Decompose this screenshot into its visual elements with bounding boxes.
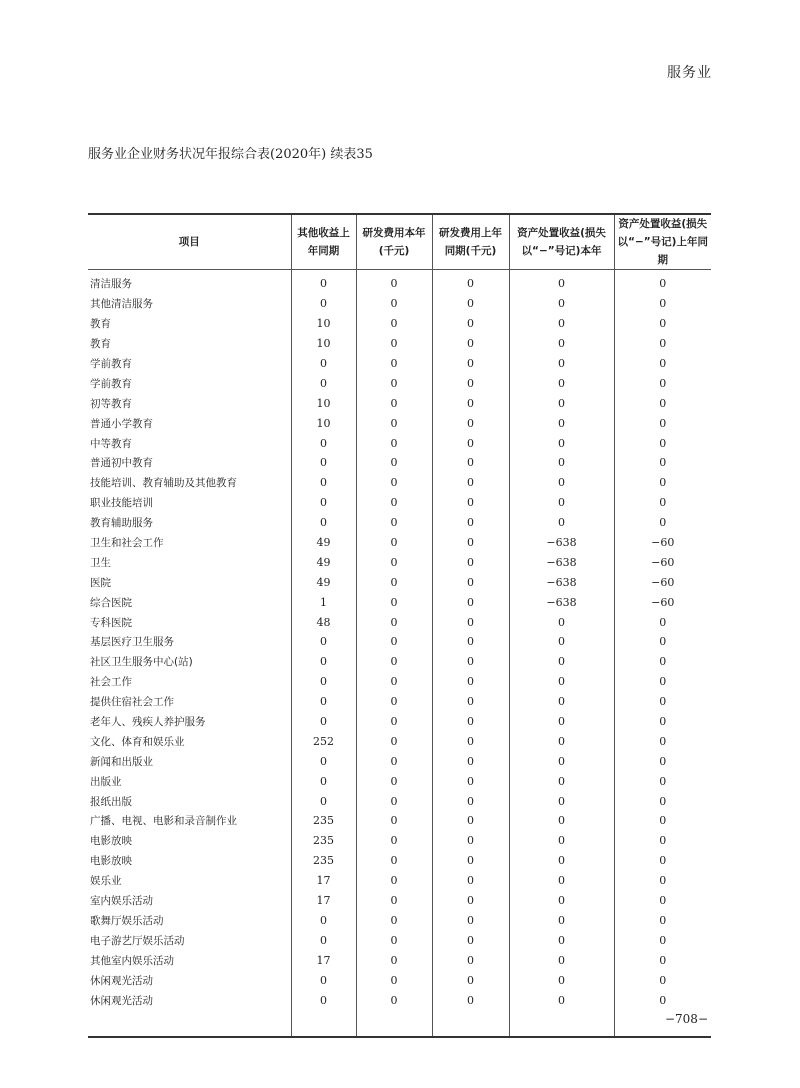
- cell-value: 0: [509, 632, 614, 652]
- column-header-other-income-prev: 其他收益上年同期: [291, 214, 356, 270]
- table-row: [88, 533, 711, 553]
- cell-value: 0: [614, 334, 711, 354]
- cell-value: 17: [291, 950, 356, 970]
- cell-value: 10: [291, 334, 356, 354]
- cell-value: 0: [356, 373, 432, 393]
- cell-value: 0: [432, 354, 509, 374]
- cell-value: 0: [614, 612, 711, 632]
- row-label: 新闻和出版业: [90, 755, 153, 768]
- cell-value: 0: [614, 632, 711, 652]
- column-header-rd-current: 研发费用本年(千元): [356, 214, 432, 270]
- row-label: 出版业: [90, 775, 122, 788]
- table-row: [88, 990, 711, 1010]
- table-row: [88, 453, 711, 473]
- cell-value: 0: [291, 513, 356, 533]
- cell-value: 0: [356, 592, 432, 612]
- cell-value: 0: [291, 990, 356, 1010]
- table-row: [88, 473, 711, 493]
- cell-value: 0: [291, 712, 356, 732]
- cell-value: 0: [614, 433, 711, 453]
- cell-value: 0: [356, 891, 432, 911]
- cell-value: 0: [509, 771, 614, 791]
- cell-value: 0: [432, 891, 509, 911]
- empty-cell: [291, 1010, 356, 1037]
- row-label: 普通小学教育: [90, 417, 153, 430]
- table-row: [88, 891, 711, 911]
- cell-value: 0: [356, 692, 432, 712]
- column-header-asset-disposal-current: 资产处置收益(损失以“−”号记)本年: [509, 214, 614, 270]
- table-row: [88, 354, 711, 374]
- cell-value: 0: [614, 294, 711, 314]
- cell-value: 0: [356, 612, 432, 632]
- cell-value: 0: [509, 990, 614, 1010]
- cell-value: 0: [614, 811, 711, 831]
- cell-value: 0: [614, 791, 711, 811]
- cell-value: 0: [509, 791, 614, 811]
- cell-value: 0: [509, 751, 614, 771]
- cell-value: 10: [291, 393, 356, 413]
- cell-value: 0: [291, 493, 356, 513]
- cell-value: 0: [614, 453, 711, 473]
- cell-value: 0: [356, 672, 432, 692]
- table-row: [88, 712, 711, 732]
- cell-value: 0: [291, 270, 356, 294]
- cell-value: 0: [614, 712, 711, 732]
- cell-value: 0: [614, 950, 711, 970]
- row-label: 报纸出版: [90, 795, 132, 808]
- cell-value: 10: [291, 314, 356, 334]
- cell-value: 0: [614, 970, 711, 990]
- table-row: [88, 572, 711, 592]
- cell-value: 0: [356, 473, 432, 493]
- table-row: [88, 433, 711, 453]
- table-row: [88, 811, 711, 831]
- cell-value: 0: [291, 672, 356, 692]
- cell-value: 0: [356, 771, 432, 791]
- table-title: 服务业企业财务状况年报综合表(2020年) 续表35: [88, 147, 373, 162]
- table-row: [88, 493, 711, 513]
- cell-value: 0: [509, 453, 614, 473]
- cell-value: 0: [432, 334, 509, 354]
- cell-value: 0: [432, 612, 509, 632]
- cell-value: 0: [432, 731, 509, 751]
- cell-value: 0: [356, 572, 432, 592]
- cell-value: 0: [291, 632, 356, 652]
- cell-value: 0: [356, 393, 432, 413]
- cell-value: 0: [509, 692, 614, 712]
- cell-value: 0: [432, 751, 509, 771]
- cell-value: 0: [432, 393, 509, 413]
- row-label: 专科医院: [90, 616, 132, 629]
- cell-value: −638: [509, 552, 614, 572]
- cell-value: 0: [432, 533, 509, 553]
- page-number: −708−: [664, 1012, 708, 1026]
- cell-value: −60: [614, 552, 711, 572]
- cell-value: 0: [509, 354, 614, 374]
- table-row: [88, 592, 711, 612]
- table-row: [88, 950, 711, 970]
- cell-value: 0: [432, 811, 509, 831]
- cell-value: 0: [432, 672, 509, 692]
- cell-value: 0: [432, 314, 509, 334]
- row-label: 技能培训、教育辅助及其他教育: [90, 477, 237, 490]
- cell-value: 0: [356, 513, 432, 533]
- cell-value: 0: [614, 473, 711, 493]
- cell-value: 0: [356, 811, 432, 831]
- empty-cell: [509, 1010, 614, 1037]
- column-header-item: 项目: [178, 236, 200, 248]
- cell-value: 0: [614, 373, 711, 393]
- cell-value: 0: [509, 731, 614, 751]
- cell-value: 0: [291, 930, 356, 950]
- cell-value: 0: [614, 393, 711, 413]
- cell-value: 0: [291, 771, 356, 791]
- cell-value: 0: [432, 831, 509, 851]
- table-row: [88, 672, 711, 692]
- cell-value: −638: [509, 533, 614, 553]
- row-label: 学前教育: [90, 377, 132, 390]
- cell-value: 0: [614, 270, 711, 294]
- row-label: 学前教育: [90, 358, 132, 370]
- cell-value: 0: [291, 473, 356, 493]
- table-row: [88, 831, 711, 851]
- cell-value: 0: [432, 413, 509, 433]
- cell-value: 0: [356, 533, 432, 553]
- cell-value: 0: [614, 831, 711, 851]
- row-label: 其他室内娱乐活动: [90, 954, 174, 967]
- cell-value: 0: [432, 871, 509, 891]
- row-label: 卫生: [90, 556, 111, 569]
- cell-value: 0: [432, 911, 509, 931]
- cell-value: 0: [432, 632, 509, 652]
- column-header-asset-disposal-prev: 资产处置收益(损失以“−”号记)上年同期: [614, 214, 711, 270]
- cell-value: 0: [432, 572, 509, 592]
- cell-value: 0: [356, 831, 432, 851]
- cell-value: 0: [356, 990, 432, 1010]
- cell-value: 0: [432, 513, 509, 533]
- table-row: [88, 373, 711, 393]
- cell-value: 0: [291, 453, 356, 473]
- row-label: 中等教育: [90, 437, 132, 450]
- table-row: [88, 334, 711, 354]
- cell-value: 0: [432, 970, 509, 990]
- table-row: [88, 314, 711, 334]
- cell-value: 0: [432, 433, 509, 453]
- cell-value: 0: [509, 612, 614, 632]
- cell-value: −60: [614, 572, 711, 592]
- cell-value: 0: [614, 731, 711, 751]
- cell-value: 235: [291, 831, 356, 851]
- row-label: 休闲观光活动: [90, 974, 153, 987]
- row-label: 提供住宿社会工作: [90, 696, 174, 709]
- row-label: 歌舞厅娱乐活动: [90, 914, 164, 927]
- cell-value: 0: [509, 473, 614, 493]
- cell-value: 0: [432, 592, 509, 612]
- cell-value: 0: [291, 692, 356, 712]
- table-spacer-row: [88, 1010, 711, 1037]
- cell-value: 0: [432, 930, 509, 950]
- table-row: [88, 871, 711, 891]
- cell-value: 0: [432, 771, 509, 791]
- cell-value: 0: [509, 433, 614, 453]
- cell-value: 0: [291, 433, 356, 453]
- cell-value: 17: [291, 871, 356, 891]
- cell-value: 0: [432, 950, 509, 970]
- cell-value: 0: [291, 791, 356, 811]
- cell-value: 0: [356, 970, 432, 990]
- cell-value: 0: [614, 692, 711, 712]
- cell-value: 1: [291, 592, 356, 612]
- row-label: 教育辅助服务: [90, 517, 153, 530]
- cell-value: 49: [291, 533, 356, 553]
- cell-value: 0: [432, 294, 509, 314]
- cell-value: 0: [432, 990, 509, 1010]
- running-head: 服务业: [667, 65, 712, 81]
- cell-value: 10: [291, 413, 356, 433]
- cell-value: 235: [291, 851, 356, 871]
- cell-value: 0: [356, 791, 432, 811]
- cell-value: 0: [432, 473, 509, 493]
- cell-value: 0: [432, 712, 509, 732]
- row-label: 广播、电视、电影和录音制作业: [90, 815, 237, 828]
- cell-value: 0: [356, 493, 432, 513]
- table-row: [88, 771, 711, 791]
- cell-value: 0: [614, 771, 711, 791]
- cell-value: 0: [356, 950, 432, 970]
- row-label: 职业技能培训: [90, 497, 153, 510]
- table-header-row: [88, 214, 711, 270]
- table-row: [88, 413, 711, 433]
- cell-value: 0: [356, 751, 432, 771]
- table-row: [88, 552, 711, 572]
- row-label: 电影放映: [90, 855, 132, 868]
- table-row: [88, 393, 711, 413]
- cell-value: 0: [509, 314, 614, 334]
- column-header-rd-prev: 研发费用上年同期(千元): [432, 214, 509, 270]
- table-row: [88, 930, 711, 950]
- cell-value: 0: [509, 871, 614, 891]
- cell-value: 0: [291, 751, 356, 771]
- cell-value: 0: [509, 270, 614, 294]
- cell-value: 0: [509, 373, 614, 393]
- cell-value: 0: [291, 911, 356, 931]
- cell-value: 0: [432, 652, 509, 672]
- row-label: 普通初中教育: [90, 457, 153, 470]
- cell-value: 0: [509, 413, 614, 433]
- row-label: 老年人、残疾人养护服务: [90, 716, 206, 729]
- cell-value: 0: [509, 911, 614, 931]
- cell-value: 0: [614, 891, 711, 911]
- cell-value: 0: [509, 513, 614, 533]
- cell-value: 0: [356, 354, 432, 374]
- row-label: 清洁服务: [90, 278, 132, 291]
- cell-value: 0: [432, 373, 509, 393]
- cell-value: 0: [509, 493, 614, 513]
- row-label: 教育: [90, 318, 111, 331]
- row-label: 医院: [90, 576, 111, 589]
- empty-cell: [356, 1010, 432, 1037]
- table-row: [88, 970, 711, 990]
- table-row: [88, 731, 711, 751]
- cell-value: 0: [614, 493, 711, 513]
- table-row: [88, 911, 711, 931]
- cell-value: 0: [509, 334, 614, 354]
- cell-value: 0: [614, 930, 711, 950]
- table-row: [88, 270, 711, 294]
- cell-value: 49: [291, 552, 356, 572]
- cell-value: 0: [356, 270, 432, 294]
- cell-value: 0: [509, 891, 614, 911]
- row-label: 文化、体育和娱乐业: [90, 735, 185, 748]
- table-row: [88, 751, 711, 771]
- cell-value: 0: [614, 851, 711, 871]
- cell-value: 0: [291, 373, 356, 393]
- cell-value: 0: [509, 970, 614, 990]
- cell-value: 0: [614, 751, 711, 771]
- cell-value: 0: [291, 294, 356, 314]
- cell-value: 0: [432, 692, 509, 712]
- cell-value: 0: [432, 552, 509, 572]
- cell-value: 0: [509, 950, 614, 970]
- cell-value: 0: [614, 911, 711, 931]
- financial-table: [88, 213, 711, 1038]
- row-label: 基层医疗卫生服务: [90, 636, 174, 649]
- cell-value: 0: [614, 990, 711, 1010]
- row-label: 初等教育: [90, 397, 132, 410]
- cell-value: 0: [432, 270, 509, 294]
- table-row: [88, 632, 711, 652]
- cell-value: 0: [509, 811, 614, 831]
- cell-value: 0: [291, 354, 356, 374]
- row-label: 卫生和社会工作: [90, 537, 164, 550]
- cell-value: 0: [291, 652, 356, 672]
- row-label: 社区卫生服务中心(站): [90, 656, 193, 669]
- cell-value: 0: [356, 632, 432, 652]
- cell-value: 0: [509, 712, 614, 732]
- cell-value: 0: [509, 393, 614, 413]
- cell-value: 0: [356, 294, 432, 314]
- cell-value: 0: [509, 831, 614, 851]
- table-row: [88, 692, 711, 712]
- row-label: 室内娱乐活动: [90, 895, 153, 908]
- row-label: 电子游艺厅娱乐活动: [90, 934, 185, 947]
- cell-value: 0: [291, 970, 356, 990]
- cell-value: 0: [614, 314, 711, 334]
- cell-value: 0: [356, 871, 432, 891]
- cell-value: 0: [356, 652, 432, 672]
- cell-value: 0: [614, 413, 711, 433]
- cell-value: 0: [356, 334, 432, 354]
- cell-value: 0: [614, 513, 711, 533]
- row-label: 社会工作: [90, 676, 132, 689]
- table-row: [88, 652, 711, 672]
- cell-value: 0: [509, 930, 614, 950]
- cell-value: 0: [356, 413, 432, 433]
- cell-value: 0: [614, 652, 711, 672]
- table-row: [88, 612, 711, 632]
- cell-value: −60: [614, 592, 711, 612]
- cell-value: 0: [356, 712, 432, 732]
- cell-value: 0: [614, 871, 711, 891]
- cell-value: 0: [614, 672, 711, 692]
- row-label: 其他清洁服务: [90, 298, 153, 311]
- cell-value: 0: [509, 294, 614, 314]
- row-label: 电影放映: [90, 835, 132, 848]
- row-label: 娱乐业: [90, 875, 122, 888]
- table-row: [88, 851, 711, 871]
- cell-value: 0: [356, 911, 432, 931]
- cell-value: 0: [356, 314, 432, 334]
- cell-value: 0: [356, 552, 432, 572]
- row-label: 休闲观光活动: [90, 994, 153, 1007]
- row-label: 综合医院: [90, 596, 132, 609]
- cell-value: 0: [509, 851, 614, 871]
- cell-value: 0: [432, 453, 509, 473]
- cell-value: 0: [614, 354, 711, 374]
- empty-cell: [88, 1010, 291, 1037]
- cell-value: 0: [356, 453, 432, 473]
- table-row: [88, 513, 711, 533]
- cell-value: 0: [356, 851, 432, 871]
- cell-value: 0: [356, 731, 432, 751]
- cell-value: 235: [291, 811, 356, 831]
- cell-value: 17: [291, 891, 356, 911]
- cell-value: 0: [509, 672, 614, 692]
- cell-value: 0: [432, 791, 509, 811]
- cell-value: 0: [432, 851, 509, 871]
- cell-value: −60: [614, 533, 711, 553]
- table-row: [88, 294, 711, 314]
- cell-value: 252: [291, 731, 356, 751]
- empty-cell: [432, 1010, 509, 1037]
- cell-value: 0: [356, 433, 432, 453]
- cell-value: 0: [509, 652, 614, 672]
- cell-value: 0: [432, 493, 509, 513]
- cell-value: 0: [356, 930, 432, 950]
- cell-value: −638: [509, 572, 614, 592]
- row-label: 教育: [90, 338, 111, 351]
- cell-value: 48: [291, 612, 356, 632]
- cell-value: −638: [509, 592, 614, 612]
- table-row: [88, 791, 711, 811]
- cell-value: 49: [291, 572, 356, 592]
